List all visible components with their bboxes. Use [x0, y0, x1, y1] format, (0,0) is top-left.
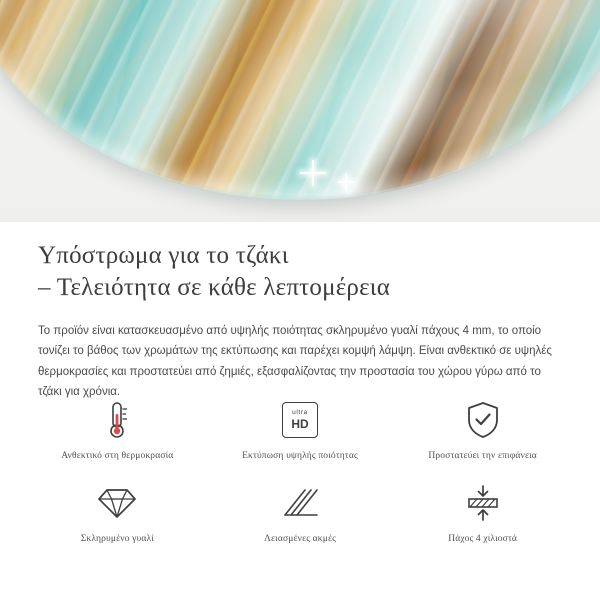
headline-line-2: – Τελειότητα σε κάθε λεπτομέρεια	[38, 273, 391, 301]
feature-label: Ανθεκτικό στη θερμοκρασία	[61, 451, 174, 461]
feature-item-temperature	[26, 398, 209, 461]
hero-image	[0, 0, 600, 222]
feature-row	[26, 481, 574, 544]
diamond-icon	[97, 481, 137, 525]
feature-grid	[0, 398, 600, 544]
shield-check-icon	[466, 398, 500, 442]
feature-label: Λειασμένες ακμές	[263, 534, 337, 544]
content-block	[0, 222, 600, 403]
feature-item-print-quality	[209, 398, 392, 461]
thickness-arrows-icon	[463, 481, 503, 525]
feature-label: Σκληρυμένο γυαλί	[80, 534, 154, 544]
body-paragraph: Το προϊόν είναι κατασκευασμένο από υψηλής ποιότητας σκληρυμένο γυαλί πάχους 4 mm, το οποίο τονίζει το βάθος των χρωμάτων της εκτύπωσης και παρέχει κομψή λάμψη. Είναι ανθεκτικό σε υψηλές θερμοκρασίες και προστατεύει από ζημιές, εξασφαλίζοντας την προστασία του χώρου γύρω από το τζάκι για χρόνια.	[38, 325, 552, 399]
ultra-hd-top-label: ultra	[292, 409, 308, 417]
page-title	[38, 240, 562, 303]
polished-edges-icon	[281, 481, 319, 525]
feature-label: Πάχος 4 χιλιοστά	[448, 534, 518, 544]
marble-plate-graphic	[0, 0, 600, 200]
feature-item-surface-protection	[391, 398, 574, 461]
feature-item-thickness	[391, 481, 574, 544]
thermometer-icon	[102, 398, 132, 442]
feature-row	[26, 398, 574, 461]
headline-line-1: Υπόστρωμα για το τζάκι	[38, 242, 289, 269]
feature-label: Εκτύπωση υψηλής ποιότητας	[242, 451, 358, 461]
feature-item-polished-edges	[209, 481, 392, 544]
ultra-hd-bottom-label: HD	[291, 416, 309, 431]
ultra-hd-icon	[282, 398, 318, 442]
feature-item-tempered-glass	[26, 481, 209, 544]
feature-label: Προστατεύει την επιφάνεια	[428, 451, 537, 461]
